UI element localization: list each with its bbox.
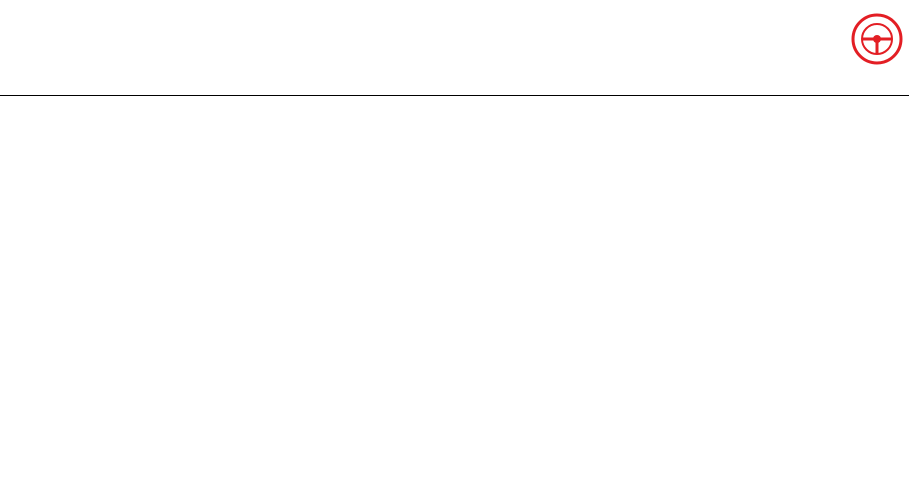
openkart-logo xyxy=(679,9,905,69)
title-divider xyxy=(0,95,909,96)
logo-ring-icon xyxy=(849,9,905,69)
